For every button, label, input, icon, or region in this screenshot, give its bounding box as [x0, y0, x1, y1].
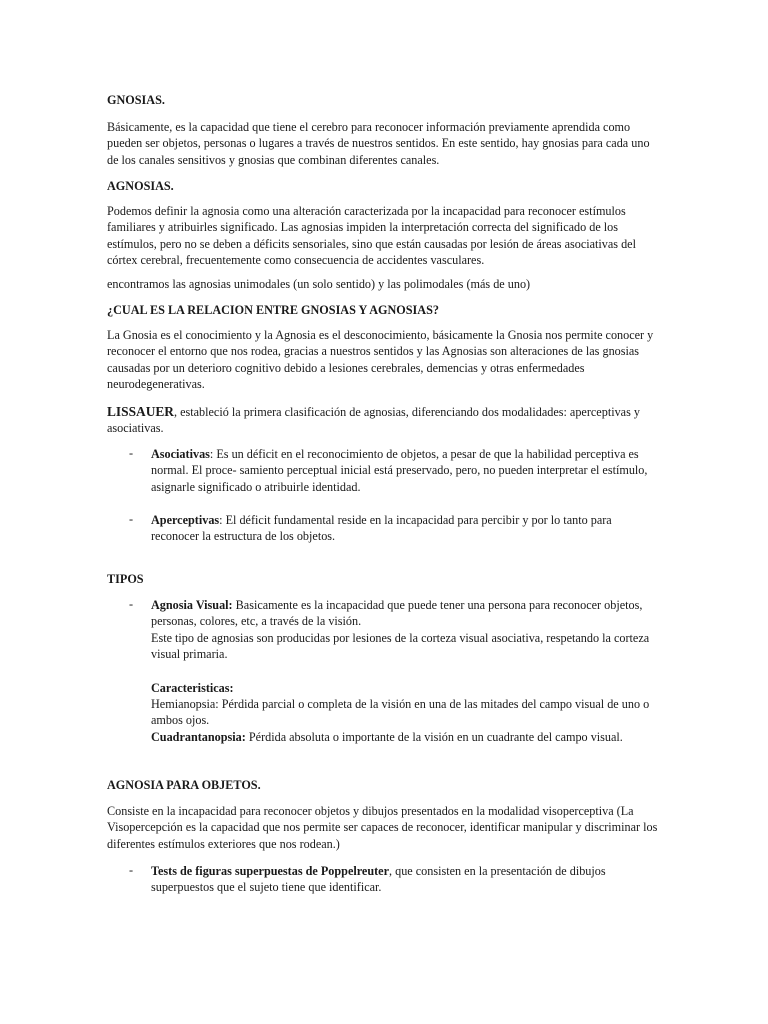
- list-item-asociativas: [151, 446, 657, 495]
- objetos-paragraph: Consiste en la incapacidad para reconocer objetos y dibujos presentados en la modalidad visoperceptiva (La Visopercepción es la capacidad que nos permite ser capaces de reconocer, identificar manipular y discriminar los diferentes estímulos exteriores que nos rodean.): [107, 804, 658, 851]
- agnosias-heading: AGNOSIAS.: [107, 179, 174, 193]
- list-dash: -: [129, 597, 134, 611]
- tipos-heading: TIPOS: [107, 572, 144, 586]
- list-term: Asociativas: [151, 447, 210, 461]
- relation-heading: ¿CUAL ES LA RELACION ENTRE GNOSIAS Y AGNOSIAS?: [107, 303, 439, 317]
- list-item-aperceptivas: [151, 512, 631, 545]
- agnosias-paragraph: Podemos definir la agnosia como una alteración caracterizada por la incapacidad para reconocer estímulos familiares y atribuirles significado. Las agnosias impiden la interpretación correcta del significado de los estímulos, pero no se deben a déficits sensoriales, sino que están causadas por lesión de áreas asociativas del córtex cerebral, frecuentemente como consecuencia de accidentes vasculares.: [107, 204, 636, 268]
- list-text: , que consisten en la presentación de dibujos superpuestos que el sujeto tiene que identificar.: [151, 864, 606, 895]
- list-dash: -: [129, 512, 134, 526]
- list-text: Basicamente es la incapacidad que puede tener una persona para reconocer objetos, personas, colores, etc, a través de la visión.: [151, 598, 643, 629]
- caracteristica-hemianopsia: Hemianopsia: Pérdida parcial o completa de la visión en una de las mitades del campo visual de uno o ambos ojos.: [151, 697, 650, 728]
- caracteristica-cuadrantanopsia: Pérdida absoluta o importante de la visión en un cuadrante del campo visual.: [245, 729, 623, 744]
- caracteristica-term: Cuadrantanopsia:: [151, 729, 246, 744]
- lissauer-paragraph: [107, 404, 657, 437]
- list-item-poppelreuter: [151, 863, 626, 896]
- list-dash: -: [129, 446, 134, 460]
- relation-paragraph: La Gnosia es el conocimiento y la Agnosia es el desconocimiento, básicamente la Gnosia nos permite conocer y reconocer el entorno que nos rodea, gracias a nuestros sentidos y las Agnosias son alteraciones de las gnosias causadas por un deterioro cognitivo debido a lesiones cerebrales, demencias y otras enfermedades neurodegenerativas.: [107, 328, 654, 392]
- caracteristicas-heading: Caracteristicas:: [151, 680, 234, 695]
- list-term: Agnosia Visual:: [151, 598, 233, 612]
- lissauer-text: , estableció la primera clasificación de agnosias, diferenciando dos modalidades: aperceptivas y asociativas.: [107, 405, 640, 436]
- list-dash: -: [129, 863, 134, 877]
- list-text: : El déficit fundamental reside en la incapacidad para percibir y por lo tanto para reconocer la estructura de los objetos.: [151, 513, 612, 544]
- objetos-heading: AGNOSIA PARA OBJETOS.: [107, 778, 261, 792]
- list-term: Aperceptivas: [151, 513, 220, 527]
- list-text-2: Este tipo de agnosias son producidas por lesiones de la corteza visual asociativa, respetando la corteza visual primaria.: [151, 630, 650, 662]
- list-term: Tests de figuras superpuestas de Poppelreuter: [151, 864, 390, 878]
- agnosias-types-paragraph: encontramos las agnosias unimodales (un solo sentido) y las polimodales (más de uno): [107, 277, 531, 291]
- gnosias-heading: GNOSIAS.: [107, 93, 165, 107]
- list-item-agnosia-visual: [151, 597, 663, 745]
- list-text: : Es un déficit en el reconocimiento de objetos, a pesar de que la habilidad perceptiva es normal. El proce- samiento perceptual inicial está preservado, pero, no pueden interpretar el estímulo, asignarle significado o atribuirle identidad.: [151, 447, 648, 494]
- gnosias-paragraph: Básicamente, es la capacidad que tiene el cerebro para reconocer información previamente aprendida como pueden ser objetos, personas o lugares a través de nuestros sentidos. En este sentido, hay gnosias para cada uno de los canales sensitivos y gnosias que combinan diferentes canales.: [107, 120, 650, 167]
- lissauer-name: LISSAUER: [107, 404, 174, 419]
